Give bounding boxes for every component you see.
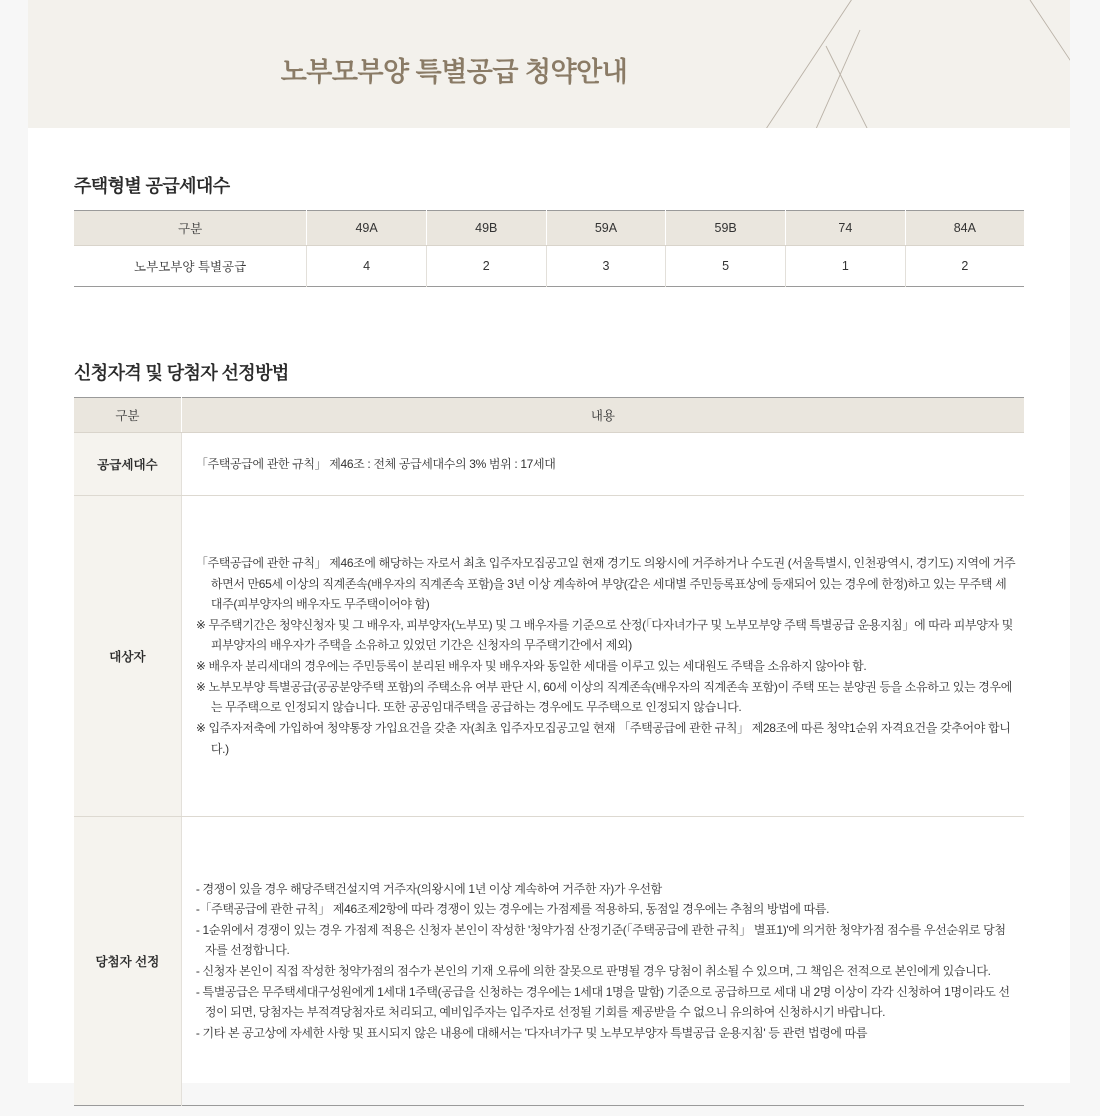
table-header-row [74, 398, 1024, 433]
column-header-49b: 49B [426, 211, 546, 246]
table-header-row [74, 211, 1024, 246]
text-line: - 신청자 본인이 직접 작성한 청약가점의 점수가 본인의 기재 오류에 의한 잘못으로 판명될 경우 당첨이 취소될 수 있으며, 그 책임은 전적으로 본인에게 있습니다. [195, 964, 991, 978]
supply-units-table [74, 210, 1024, 287]
cell-84a: 2 [961, 259, 969, 273]
text-line: - 1순위에서 경쟁이 있는 경우 가점제 적용은 신청자 본인이 작성한 '청약가점 산정기준(「주택공급에 관한 규칙」 별표1)'에 의거한 청약가점 점수를 우선순위로 당첨자를 선정합니다. [195, 922, 1006, 958]
section-title-supply-units: 주택형별 공급세대수 [74, 176, 230, 196]
document-page [28, 0, 1070, 1083]
text-line: - 경쟁이 있을 경우 해당주택건설지역 거주자(의왕시에 1년 이상 계속하여 거주한 자)가 우선함 [195, 881, 662, 896]
cell-49b: 2 [426, 246, 546, 287]
text-line: ※ 배우자 분리세대의 경우에는 주민등록이 분리된 배우자 및 배우자와 동일한 세대를 이루고 있는 세대원도 주택을 소유하지 않아야 함. [195, 659, 867, 673]
table-row [74, 246, 1024, 287]
column-header-59a: 59A [546, 211, 666, 246]
column-header-49a: 49A [307, 211, 427, 246]
row-label-winner-selection: 당첨자 선정 [74, 817, 181, 1106]
section-supply-units [74, 128, 1024, 287]
page-title: 노부모부양 특별공급 청약안내 [280, 57, 628, 87]
text-line: - 특별공급은 무주택세대구성원에게 1세대 1주택(공급을 신청하는 경우에는 1세대 1명을 말함) 기준으로 공급하므로 세대 내 2명 이상이 각각 신청하여 1명이라도 선정이 되면, 당첨자는 부적격당첨자로 처리되고, 예비입주자는 입주자로 선정될 기회를 제공받을 수 없으니 유의하여 신청하시기 바랍니다. [195, 984, 1010, 1020]
column-header-content: 내용 [181, 398, 1024, 433]
column-header-division: 구분 [74, 211, 307, 246]
text-line: 「주택공급에 관한 규칙」 제46조 : 전체 공급세대수의 3% 범위 : 17세대 [195, 456, 556, 471]
table-row-target [74, 496, 1024, 817]
row-label-target: 대상자 [74, 496, 181, 817]
text-line: ※ 입주자저축에 가입하여 청약통장 가입요건을 갖춘 자(최초 입주자모집공고일 현재 「주택공급에 관한 규칙」 제28조에 따른 청약1순위 자격요건을 갖추어야 합니다.) [195, 720, 1011, 756]
text-line: -「주택공급에 관한 규칙」 제46조제2항에 따라 경쟁이 있는 경우에는 가점제를 적용하되, 동점일 경우에는 추첨의 방법에 따름. [195, 902, 830, 917]
document-content [28, 128, 1070, 1106]
text-line: - 기타 본 공고상에 자세한 사항 및 표시되지 않은 내용에 대해서는 '다자녀가구 및 노부모부양자 특별공급 운용지침' 등 관련 법령에 따름 [195, 1025, 868, 1040]
column-header-division: 구분 [74, 398, 181, 433]
section-eligibility [74, 287, 1024, 1106]
row-label-supply-count: 공급세대수 [74, 433, 181, 496]
table-row-winner-selection [74, 817, 1024, 1106]
cell-49a: 4 [307, 246, 427, 287]
row-content-supply-count [181, 433, 1024, 496]
row-content-target [181, 496, 1024, 817]
cell-59b: 5 [666, 246, 786, 287]
table-row-supply-count [74, 433, 1024, 496]
text-line: ※ 무주택기간은 청약신청자 및 그 배우자, 피부양자(노부모) 및 그 배우자를 기준으로 산정(「다자녀가구 및 노부모부양 주택 특별공급 운용지침」에 따라 피부양자 및 피부양자의 배우자가 주택을 소유하고 있었던 기간은 신청자의 무주택기간에서 제외) [195, 617, 1013, 653]
eligibility-table [74, 397, 1024, 1106]
text-line: ※ 노부모부양 특별공급(공공분양주택 포함)의 주택소유 여부 판단 시, 60세 이상의 직계존속(배우자의 직계존속 포함)이 주택 또는 분양권 등을 소유하고 있는 경우에는 무주택으로 인정되지 않습니다. 또한 공공임대주택을 공급하는 경우에도 무주택으로 인정되지 않습니다. [195, 679, 1012, 715]
cell-74: 1 [786, 246, 906, 287]
page-banner [28, 0, 1070, 128]
text-line: 「주택공급에 관한 규칙」 제46조에 해당하는 자로서 최초 입주자모집공고일 현재 경기도 의왕시에 거주하거나 수도권 (서울특별시, 인천광역시, 경기도) 지역에 거주하면서 만65세 이상의 직계존속(배우자의 직계존속 포함)을 3년 이상 계속하여 부양(같은 세대별 주민등록표상에 등재되어 있는 경우에 한정)하고 있는 무주택 세대주(피부양자의 배우자도 무주택이어야 함) [195, 555, 1016, 612]
row-label-special-supply: 노부모부양 특별공급 [74, 246, 307, 287]
section-title-eligibility: 신청자격 및 당첨자 선정방법 [74, 363, 289, 383]
column-header-59b: 59B [666, 211, 786, 246]
column-header-74: 74 [786, 211, 906, 246]
column-header-84a: 84A [905, 211, 1024, 246]
row-content-winner-selection [181, 817, 1024, 1106]
cell-59a: 3 [546, 246, 666, 287]
